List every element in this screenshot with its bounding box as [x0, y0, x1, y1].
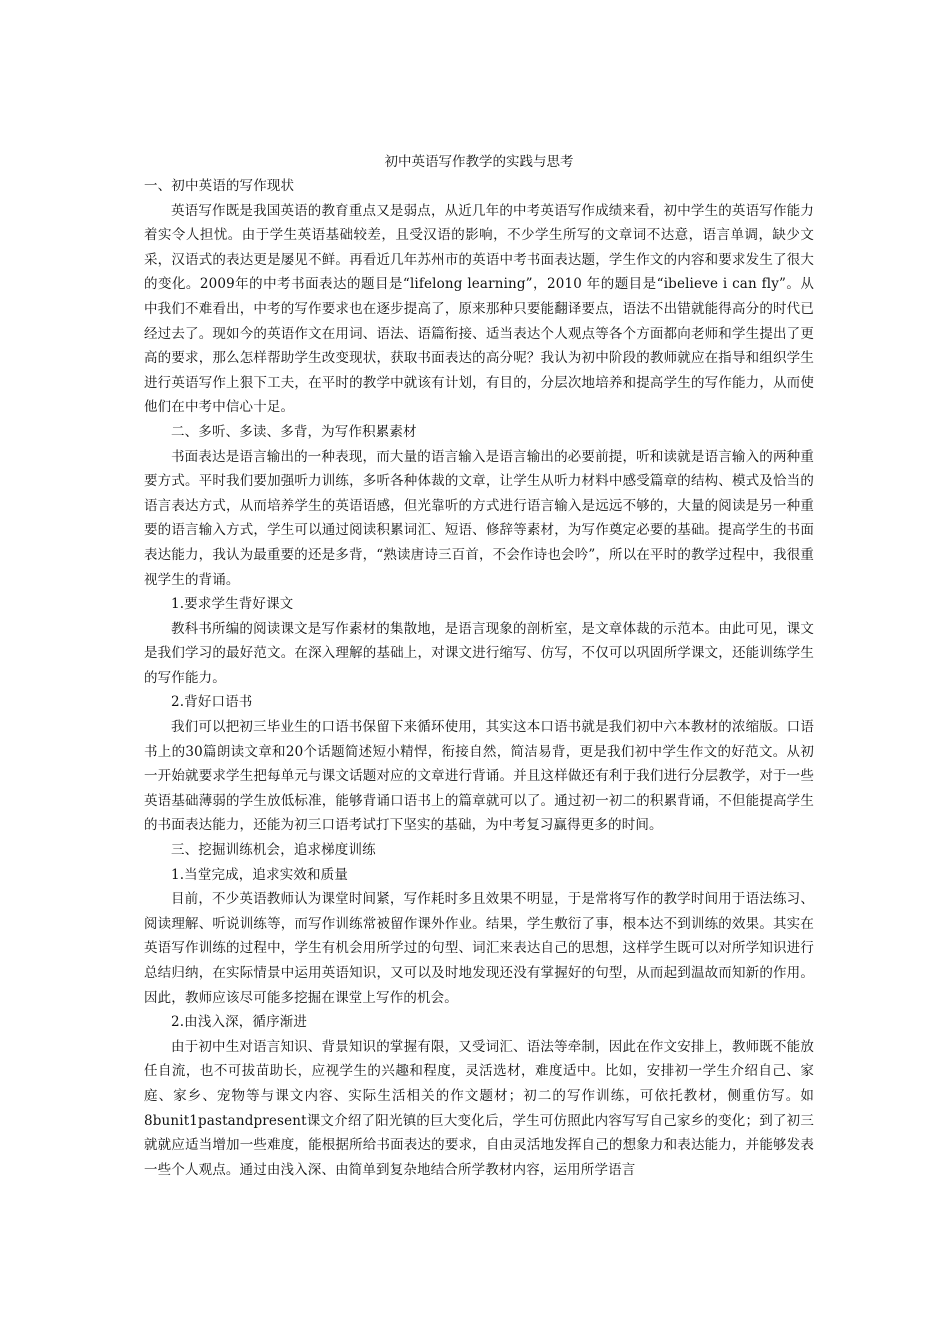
paragraph-6: 由于初中生对语言知识、背景知识的掌握有限，又受词汇、语法等牵制，因此在作文安排上，教师既不能放任自流，也不可拔苗助长，应视学生的兴趣和程度，灵活选材，难度适中。比如，安排初一学生介绍自己、家庭、家乡、宠物等与课文内容、实际生活相关的作文题材；初二的写作训练，可依托教材，侧重仿写。如8bunit1pastandpresent课文介绍了阳光镇的巨大变化后，学生可仿照此内容写写自己家乡的变化；到了初三就就应适当增加一些难度，能根据所给书面表达的要求，自由灵活地发挥自己的想象力和表达能力，并能够发表一些个人观点。通过由浅入深、由简单到复杂地结合所学教材内容，运用所学语言 — [144, 1038, 814, 1178]
subheading-2-2: 2.背好口语书 — [171, 694, 253, 711]
section-heading-3: 三、挖掘训练机会，追求梯度训练 — [171, 842, 376, 859]
paragraph-4: 我们可以把初三毕业生的口语书保留下来循环使用，其实这本口语书就是我们初中六本教材的浓缩版。口语书上的30篇朗读文章和20个话题简述短小精悍，衔接自然，简洁易背，更是我们初中学生作文的好范文。从初一开始就要求学生把每单元与课文话题对应的文章进行背诵。并且这样做还有利于我们进行分层教学，对于一些英语基础薄弱的学生放低标准，能够背诵口语书上的篇章就可以了。通过初一初二的积累背诵，不但能提高学生的书面表达能力，还能为初三口语考试打下坚实的基础，为中考复习赢得更多的时间。 — [144, 719, 814, 834]
section-heading-2: 二、多听、多读、多背，为写作积累素材 — [171, 423, 417, 440]
subheading-2-1: 1.要求学生背好课文 — [171, 596, 294, 613]
subheading-3-1: 1.当堂完成，追求实效和质量 — [171, 866, 348, 883]
paragraph-1: 英语写作既是我国英语的教育重点又是弱点，从近几年的中考英语写作成绩来看，初中学生的英语写作能力着实令人担忧。由于学生英语基础较差，且受汉语的影响，不少学生所写的文章词不达意，语言单调，缺少文采，汉语式的表达更是屡见不鲜。再看近几年苏州市的英语中考书面表达题，学生作文的内容和要求发生了很大的变化。2009年的中考书面表达的题目是“lifelong learning”，2010 年的题目是“ibelieve i can fly”。从中我们不难看出，中考的写作要求也在逐步提高了，原来那种只要能翻译要点，语法不出错就能得高分的时代已经过去了。现如今的英语作文在用词、语法、语篇衔接、适当表达个人观点等各个方面都向老师和学生提出了更高的要求，那么怎样帮助学生改变现状，获取书面表达的高分呢？我认为初中阶段的教师就应在指导和组织学生进行英语写作上狠下工夫，在平时的教学中就该有计划，有目的，分层次地培养和提高学生的写作能力，从而使他们在中考中信心十足。 — [144, 202, 814, 416]
document-title: 初中英语写作教学的实践与思考 — [384, 154, 574, 170]
paragraph-3: 教科书所编的阅读课文是写作素材的集散地，是语言现象的剖析室，是文章体裁的示范本。由此可见，课文是我们学习的最好范文。在深入理解的基础上，对课文进行缩写、仿写，不仅可以巩固所学课文，还能训练学生的写作能力。 — [144, 620, 814, 686]
paragraph-5: 目前，不少英语教师认为课堂时间紧，写作耗时多且效果不明显，于是常将写作的教学时间用于语法练习、阅读理解、听说训练等，而写作训练常被留作课外作业。结果，学生敷衍了事，根本达不到训练的效果。其实在英语写作训练的过程中，学生有机会用所学过的句型、词汇来表达自己的思想，这样学生既可以对所学知识进行总结归纳，在实际情景中运用英语知识，又可以及时地发现还没有掌握好的句型，从而起到温故而知新的作用。因此，教师应该尽可能多挖掘在课堂上写作的机会。 — [144, 891, 814, 1006]
section-heading-1: 一、初中英语的写作现状 — [144, 178, 295, 194]
subheading-3-2: 2.由浅入深，循序渐进 — [171, 1014, 308, 1031]
document-page — [144, 150, 814, 1182]
paragraph-2: 书面表达是语言输出的一种表现，而大量的语言输入是语言输出的必要前提，听和读就是语言输入的两种重要方式。平时我们要加强听力训练，多听各种体裁的文章，让学生从听力材料中感受篇章的结构、模式及恰当的语言表达方式，从而培养学生的英语语感，但光靠听的方式进行语言输入是远远不够的，大量的阅读是另一种重要的语言输入方式，学生可以通过阅读积累词汇、短语、修辞等素材，为写作奠定必要的基础。提高学生的书面表达能力，我认为最重要的还是多背，“熟读唐诗三百首，不会作诗也会吟”，所以在平时的教学过程中，我很重视学生的背诵。 — [144, 448, 814, 588]
